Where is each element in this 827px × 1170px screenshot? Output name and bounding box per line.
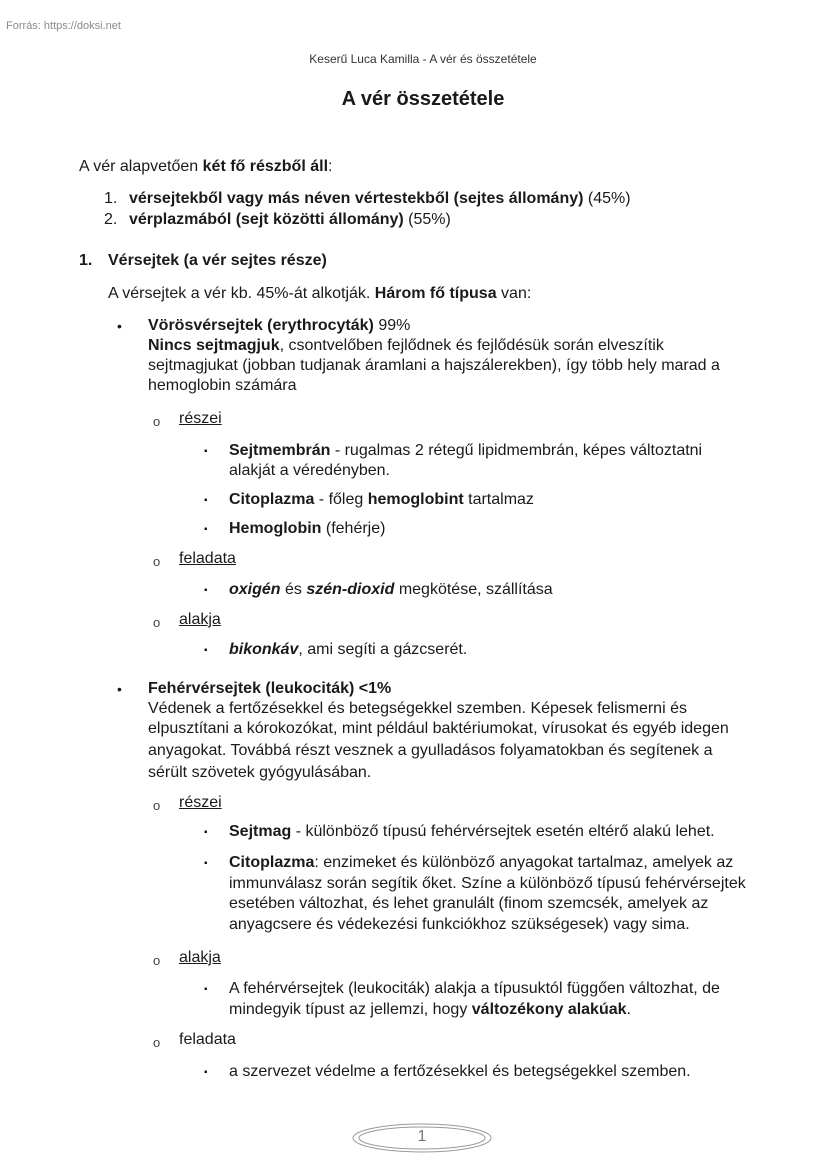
rbc-heading (148, 316, 410, 336)
rbc-task-line (229, 580, 553, 600)
wbc-cyto-line: immunválasz során segítik őket. Színe a különböző típusú fehérvérsejtek (229, 875, 746, 892)
square-marker: ▪ (204, 827, 208, 838)
rbc-cyto-end: tartalmaz (463, 491, 534, 508)
rbc-cyto-line (229, 490, 534, 510)
rbc-shape-bold: bikonkáv (229, 641, 299, 658)
wbc-cyto-line: esetében változhat, és lehet granulált (finom szemcsék, amelyek az (229, 895, 709, 912)
rbc-task-and: és (280, 581, 307, 598)
wbc-shape-period: . (626, 1001, 631, 1018)
rbc-shape-label: alakja (179, 611, 221, 628)
intro-colon: : (328, 158, 333, 175)
section-intro-bold: Három fő típusa (374, 285, 497, 302)
list-item-bold: vérplazmából (sejt közötti állomány) (129, 211, 404, 228)
wbc-desc-line: Védenek a fertőzésekkel és betegségekkel szemben. Képesek felismerni és (148, 700, 687, 717)
rbc-cyto-bold: Citoplazma (229, 491, 315, 508)
wbc-cyto-bold: Citoplazma (229, 854, 315, 871)
circle-marker: o (153, 1035, 161, 1050)
rbc-task-end: megkötése, szállítása (394, 581, 553, 598)
wbc-nucleus-text: - különböző típusú fehérvérsejtek esetén eltérő alakú lehet. (291, 823, 715, 840)
wbc-shape-line (229, 1000, 631, 1020)
wbc-shape-bold: változékony alakúak (471, 1001, 627, 1018)
rbc-cyto-bold2: hemoglobint (367, 491, 464, 508)
rbc-desc-line: sejtmagjukat (jobban tudjanak áramlani a hajszálerekben), így több hely marad a (148, 357, 720, 374)
list-item-bold: vérsejtekből vagy más néven vértestekből (sejtes állomány) (129, 190, 584, 207)
source-note: Forrás: https://doksi.net (6, 20, 121, 32)
section-intro (108, 284, 531, 304)
rbc-cyto-text: - főleg (314, 491, 368, 508)
wbc-desc-line: sérült szövetek gyógyulásában. (148, 764, 372, 781)
bullet-marker: • (117, 681, 122, 697)
square-marker: ▪ (204, 495, 208, 506)
list-marker: 1. (104, 190, 118, 207)
square-marker: ▪ (204, 446, 208, 457)
rbc-percent: 99% (373, 317, 411, 334)
circle-marker: o (153, 615, 161, 630)
wbc-parts-label: részei (179, 794, 222, 811)
wbc-heading-bold: Fehérvérsejtek (leukociták) <1% (148, 680, 392, 697)
intro-paragraph (79, 157, 332, 177)
wbc-desc-line: elpusztítani a kórokozókat, mint például baktériumokat, vírusokat és egyéb idegen (148, 720, 729, 737)
section-number: 1. (79, 252, 93, 269)
circle-marker: o (153, 798, 161, 813)
wbc-nucleus-line (229, 822, 715, 842)
section-intro-text: A vérsejtek a vér kb. 45%-át alkotják. (108, 285, 375, 302)
wbc-heading (148, 679, 391, 699)
wbc-shape-label: alakja (179, 949, 221, 966)
square-marker: ▪ (204, 645, 208, 656)
list-item (129, 189, 631, 209)
intro-bold: két fő részből áll (202, 158, 329, 175)
wbc-cyto-line (229, 853, 733, 873)
list-item (129, 210, 451, 230)
rbc-parts-label: részei (179, 410, 222, 427)
wbc-nucleus-bold: Sejtmag (229, 823, 292, 840)
page-number: 1 (417, 1128, 427, 1145)
circle-marker: o (153, 414, 161, 429)
page-title: A vér összetétele (341, 88, 505, 110)
square-marker: ▪ (204, 524, 208, 535)
wbc-desc-line: anyagokat. Továbbá részt vesznek a gyulladásos folyamatokban és segítenek a (148, 742, 713, 759)
wbc-shape-line: A fehérvérsejtek (leukociták) alakja a típusuktól függően változhat, de (229, 980, 720, 997)
section-intro-end: van: (496, 285, 532, 302)
wbc-cyto-line: anyagcsere és védekezési funkciókhoz szükségesek) vagy sima. (229, 916, 690, 933)
rbc-hemo-line (229, 519, 385, 539)
wbc-task-line: a szervezet védelme a fertőzésekkel és betegségekkel szemben. (229, 1063, 691, 1080)
intro-text: A vér alapvetően (79, 158, 203, 175)
section-heading: Vérsejtek (a vér sejtes része) (108, 252, 327, 269)
rbc-hemo-bold: Hemoglobin (229, 520, 322, 537)
wbc-shape-text: mindegyik típust az jellemzi, hogy (229, 1001, 472, 1018)
rbc-membrane-line (229, 441, 702, 461)
rbc-desc-line: hemoglobin számára (148, 377, 297, 394)
rbc-heading-bold: Vörösvérsejtek (erythrocyták) (148, 317, 374, 334)
wbc-task-label: feladata (179, 1031, 236, 1048)
bullet-marker: • (117, 318, 122, 334)
rbc-task-label: feladata (179, 550, 236, 567)
list-item-text: (55%) (403, 211, 451, 228)
square-marker: ▪ (204, 1067, 208, 1078)
list-item-text: (45%) (583, 190, 631, 207)
rbc-task-co2: szén-dioxid (306, 581, 395, 598)
wbc-cyto-text: : enzimeket és különböző anyagokat tartalmaz, amelyek az (314, 854, 734, 871)
circle-marker: o (153, 953, 161, 968)
rbc-hemo-end: (fehérje) (321, 520, 386, 537)
circle-marker: o (153, 554, 161, 569)
rbc-desc-bold: Nincs sejtmagjuk (148, 337, 280, 354)
rbc-membrane-bold: Sejtmembrán (229, 442, 331, 459)
rbc-desc-text: , csontvelőben fejlődnek és fejlődésük során elveszítik (279, 337, 664, 354)
rbc-membrane-text: - rugalmas 2 rétegű lipidmembrán, képes változtatni (330, 442, 703, 459)
rbc-shape-end: , ami segíti a gázcserét. (298, 641, 468, 658)
list-marker: 2. (104, 211, 118, 228)
rbc-membrane-line: alakját a véredényben. (229, 462, 390, 479)
square-marker: ▪ (204, 585, 208, 596)
rbc-shape-line (229, 640, 467, 660)
rbc-task-oxygen: oxigén (229, 581, 281, 598)
running-header: Keserű Luca Kamilla - A vér és összetétele (309, 52, 537, 66)
square-marker: ▪ (204, 858, 208, 869)
square-marker: ▪ (204, 984, 208, 995)
rbc-desc-line (148, 336, 664, 356)
